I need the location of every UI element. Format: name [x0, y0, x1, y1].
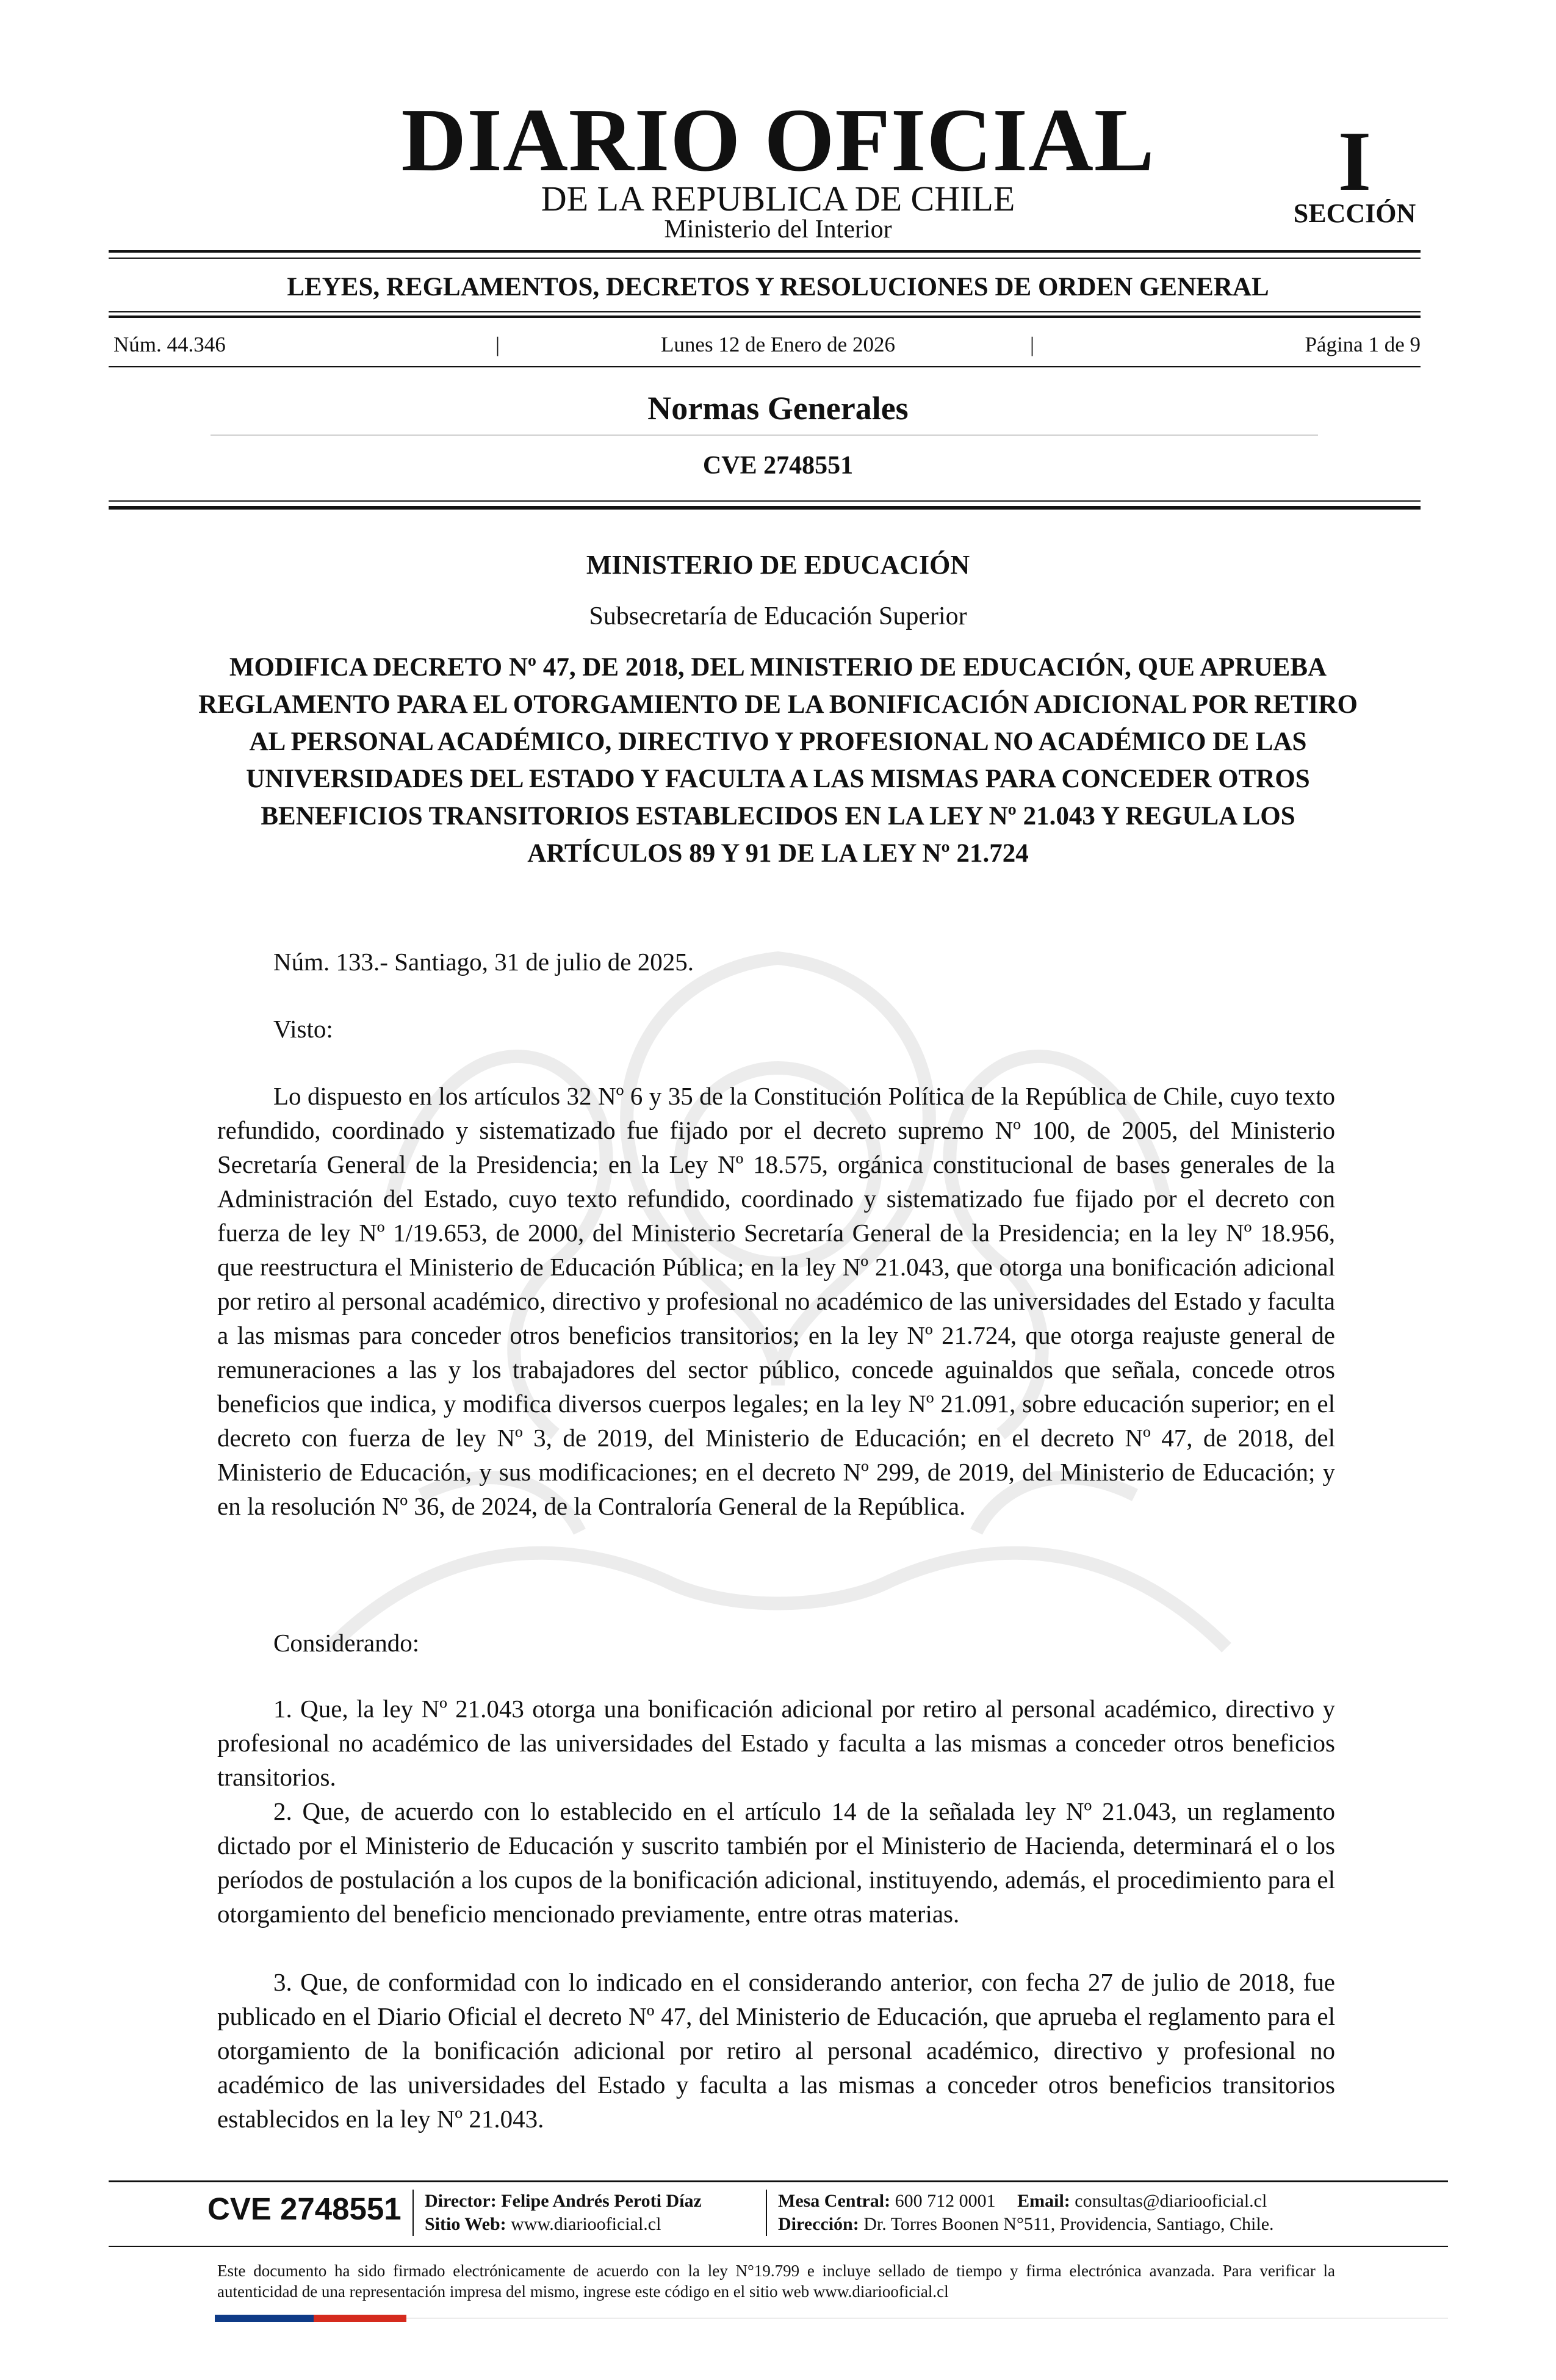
masthead-rule-bottom [109, 258, 1421, 259]
footer-note: Este documento ha sido firmado electrónicamente de acuerdo con la ley N°19.799 e incluye sellado de tiempo y firma electrónica avanzada. Para verificar la autenticidad de una representación impresa del mismo, ingrese este código en el sitio web www.diariooficial.cl [217, 2262, 1335, 2301]
footer-website [425, 2213, 661, 2236]
section-number: I [1338, 114, 1372, 209]
footer-director-label: Director: [425, 2191, 497, 2211]
issue-rule [109, 366, 1421, 367]
masthead-title: DIARIO OFICIAL [401, 90, 1155, 190]
footer-address-label: Dirección: [778, 2214, 859, 2234]
section-label: SECCIÓN [1293, 198, 1416, 228]
footer-address [778, 2213, 1274, 2236]
cve-code: CVE 2748551 [702, 452, 854, 480]
issue-separator-left: | [495, 333, 500, 356]
footer-email-value[interactable]: consultas@diariooficial.cl [1075, 2191, 1267, 2211]
footer-mesa-label: Mesa Central: [778, 2191, 891, 2211]
considerando-2: 2. Que, de acuerdo con lo establecido en el artículo 14 de la señalada ley Nº 21.043, un reglamento dictado por el Ministerio de Educación y suscrito también por el Ministerio de Hacienda, determinará el o los períodos de postulación a los cupos de la bonificación adicional, instituyendo, además, el procedimiento para el otorgamiento del beneficio mencionado previamente, entre otras materias. [217, 1797, 1335, 1928]
banner-heading: LEYES, REGLAMENTOS, DECRETOS Y RESOLUCIONES DE ORDEN GENERAL [287, 273, 1269, 301]
section-rule [211, 435, 1318, 436]
considerando-3: 3. Que, de conformidad con lo indicado en el considerando anterior, con fecha 27 de julio de 2018, fue publicado en el Diario Oficial el decreto Nº 47, del Ministerio de Educación, que aprueba el reglamento para el otorgamiento de la bonificación adicional por retiro al personal académico, directivo y profesional no académico de las universidades del Estado y faculta a las mismas a conceder otros beneficios transitorios establecidos en la ley Nº 21.043. [217, 1968, 1335, 2133]
banner-rule-top [109, 311, 1421, 312]
footer-mesa [778, 2190, 1267, 2213]
footer-rule-bottom [109, 2246, 1448, 2247]
footer-cve: CVE 2748551 [207, 2191, 402, 2226]
flag-stripe-red [314, 2315, 406, 2322]
masthead-ministry: Ministerio del Interior [664, 215, 892, 243]
ministry-heading: MINISTERIO DE EDUCACIÓN [586, 550, 970, 580]
footer-divider-right [766, 2190, 767, 2236]
footer-email-label: Email: [1017, 2191, 1070, 2211]
header-rule-thin [109, 500, 1421, 502]
masthead-rule-top [109, 250, 1421, 253]
footer-address-value: Dr. Torres Boonen N°511, Providencia, Santiago, Chile. [863, 2214, 1274, 2234]
issue-separator-right: | [1030, 333, 1035, 356]
masthead-subtitle: DE LA REPUBLICA DE CHILE [541, 179, 1015, 218]
visto-paragraph: Lo dispuesto en los artículos 32 Nº 6 y 35 de la Constitución Política de la República de Chile, cuyo texto refundido, coordinado y sistematizado fue fijado por el decreto supremo Nº 100, de 2005, del Ministerio Secretaría General de la Presidencia; en la Ley Nº 18.575, orgánica constitucional de bases generales de la Administración del Estado, cuyo texto refundido, coordinado y sistematizado fue fijado por el decreto con fuerza de ley Nº 1/19.653, de 2000, del Ministerio Secretaría General de la Presidencia; en la ley Nº 18.956, que reestructura el Ministerio de Educación Pública; en la ley Nº 21.043, que otorga una bonificación adicional por retiro al personal académico, directivo y profesional no académico de las universidades del Estado y faculta a las mismas para conceder otros beneficios transitorios; en la ley Nº 21.724, que otorga reajuste general de remuneraciones a las y los trabajadores del sector público, concede aguinaldos que señala, concede otros beneficios que indica, y modifica diversos cuerpos legales; en la ley Nº 21.091, sobre educación superior; en el decreto con fuerza de ley Nº 3, de 2019, del Ministerio de Educación; en el decreto Nº 47, de 2018, del Ministerio de Educación, y sus modificaciones; en el decreto Nº 299, de 2019, del Ministerio de Educación; y en la resolución Nº 36, de 2024, de la Contraloría General de la República. [217, 1082, 1335, 1520]
footer-mesa-value: 600 712 0001 [895, 2191, 996, 2211]
decree-title: MODIFICA DECRETO Nº 47, DE 2018, DEL MINISTERIO DE EDUCACIÓN, QUE APRUEBA REGLAMENTO PARA EL OTORGAMIENTO DE LA BONIFICACIÓN ADICIONAL POR RETIRO AL PERSONAL ACADÉMICO, DIRECTIVO Y PROFESIONAL NO ACADÉMICO DE LAS UNIVERSIDADES DEL ESTADO Y FACULTA A LAS MISMAS PARA CONCEDER OTROS BENEFICIOS TRANSITORIOS ESTABLECIDOS EN LA LEY Nº 21.043 Y REGULA LOS ARTÍCULOS 89 Y 91 DE LA LEY Nº 21.724 [198, 653, 1358, 868]
footer-website-value[interactable]: www.diariooficial.cl [511, 2214, 661, 2234]
subsecretaria-heading: Subsecretaría de Educación Superior [589, 602, 967, 630]
decree-number-line: Núm. 133.- Santiago, 31 de julio de 2025. [273, 948, 694, 976]
footer-divider-left [412, 2190, 414, 2236]
flag-stripe-blue [215, 2315, 314, 2322]
header-rule-thick [109, 506, 1421, 510]
footer-website-label: Sitio Web: [425, 2214, 506, 2234]
considerando-1: 1. Que, la ley Nº 21.043 otorga una bonificación adicional por retiro al personal académico, directivo y profesional no académico de las universidades del Estado y faculta a las mismas a conceder otros beneficios transitorios. [217, 1695, 1335, 1791]
banner-rule-bottom [109, 316, 1421, 318]
issue-number: Núm. 44.346 [113, 333, 226, 356]
footer-director [425, 2190, 702, 2213]
footer-director-value: Felipe Andrés Peroti Díaz [501, 2191, 702, 2211]
issue-page: Página 1 de 9 [1305, 333, 1421, 356]
considerando-label: Considerando: [273, 1629, 420, 1657]
footer-rule-top [109, 2180, 1448, 2182]
issue-date: Lunes 12 de Enero de 2026 [661, 333, 895, 356]
section-title: Normas Generales [647, 390, 909, 427]
visto-label: Visto: [273, 1015, 333, 1043]
